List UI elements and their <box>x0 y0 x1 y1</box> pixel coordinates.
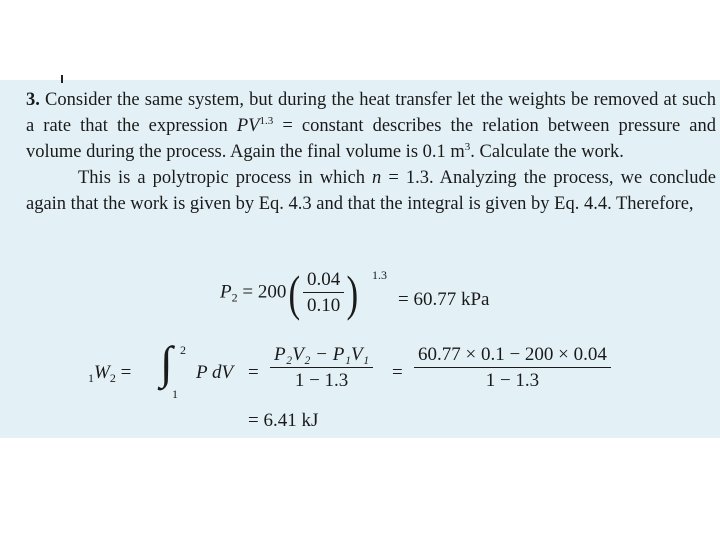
unit-exponent: 3 <box>464 141 471 153</box>
eq2-frac1-den: 1 − 1.3 <box>270 367 373 392</box>
eq2-frac2-num: 60.77 × 0.1 − 200 × 0.04 <box>418 344 607 365</box>
solution-text-b: = 1.3. Analyzing the process, we conclude again that the work is given by Eq. 4.3 and that the integral is given by Eq. 4.4. Therefore, <box>26 168 716 214</box>
problem-text <box>26 87 716 217</box>
eq2-equals-2: = <box>248 362 259 383</box>
eq1-coef: = 200 <box>237 281 287 303</box>
problem-statement <box>26 87 716 165</box>
expr-exponent: 1.3 <box>259 115 274 127</box>
integrand: P dV <box>196 362 234 383</box>
eq2-lhs-sub: 2 <box>109 371 116 385</box>
problem-text-a: Consider the same system, but during the heat transfer let the weights be removed at such a rate that the expression <box>26 90 716 136</box>
eq2-equals: = <box>120 362 132 383</box>
eq2-lhs: W <box>94 362 110 383</box>
problem-text-c: . Calculate the work. <box>470 142 624 162</box>
eq1-fraction <box>303 269 344 317</box>
eq2-equals-3: = <box>392 362 403 383</box>
eq1-numerator: 0.04 <box>306 269 341 290</box>
problem-text-b: = constant describes the relation between pressure and volume during the process. Again the final volume is 0.1 m <box>26 116 716 162</box>
eq2-frac2-den: 1 − 1.3 <box>414 367 611 392</box>
integral-upper-limit: 2 <box>180 343 186 357</box>
margin-mark <box>61 75 63 83</box>
integral-lower-limit: 1 <box>172 387 178 401</box>
solution-text-a: This is a polytropic process in which <box>78 168 373 188</box>
eq2-fraction-symbolic <box>270 344 373 392</box>
work-result: = 6.41 kJ <box>248 410 319 431</box>
eq2-fraction-numeric <box>414 344 611 392</box>
eq1-denominator: 0.10 <box>303 292 344 317</box>
solution-statement <box>26 165 716 217</box>
n-variable: n <box>372 168 382 188</box>
eq2-frac1-num: P₂V₂ − P₁V₁ <box>274 344 370 365</box>
eq1-result: = 60.77 kPa <box>398 289 490 310</box>
eq2-pre-sub: 1 <box>88 371 94 385</box>
eq1-lhs: P <box>220 281 232 303</box>
equation-work-lhs <box>88 362 131 384</box>
integral-sign: ∫ <box>160 337 173 388</box>
problem-number: 3. <box>26 90 40 110</box>
eq1-lhs-sub: 2 <box>231 290 238 305</box>
eq1-exponent: 1.3 <box>372 268 387 282</box>
expr-base: PV <box>236 116 260 136</box>
equation-pressure: $P_2 = 200$( $\frac{0.04}{0.10}$ ) <box>220 265 359 321</box>
